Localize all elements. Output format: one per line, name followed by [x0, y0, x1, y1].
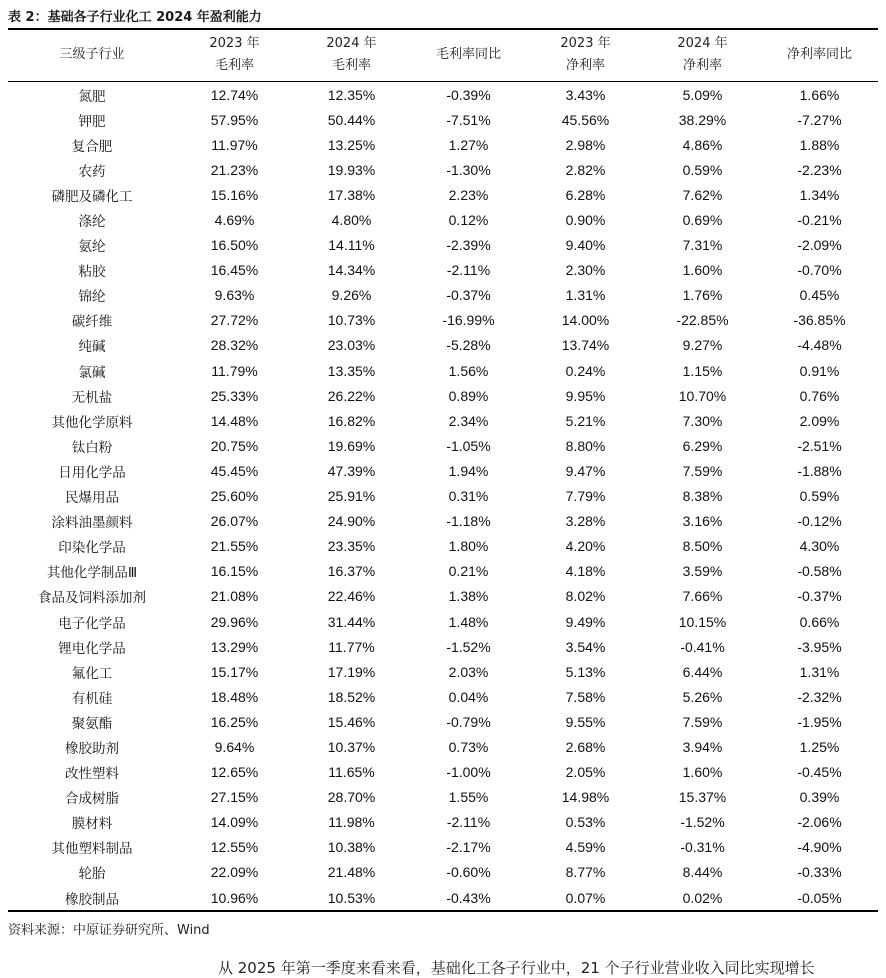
cell-gross-margin-yoy: -2.39%: [446, 237, 491, 254]
cell-2024-gross-margin: 47.39%: [327, 462, 376, 479]
cell-2024-gross-margin: 10.53%: [293, 885, 410, 911]
cell-2024-gross-margin: 24.90%: [327, 513, 376, 530]
cell-2024-gross-margin: 14.34%: [327, 262, 376, 279]
table-title: 表 2：基础各子行业化工 2024 年盈利能力: [8, 10, 262, 25]
cell-subindustry: 膜材料: [71, 816, 113, 833]
cell-2024-net-margin: 8.44%: [682, 864, 723, 881]
cell-gross-margin-yoy: -2.17%: [446, 839, 491, 856]
cell-gross-margin-yoy: -2.11%: [446, 814, 491, 831]
cell-net-margin-yoy: -0.33%: [797, 864, 842, 881]
cell-2023-net-margin: 45.56%: [561, 111, 610, 128]
cell-2023-gross-margin: 16.45%: [210, 262, 259, 279]
cell-2023-net-margin: 8.77%: [565, 864, 606, 881]
cell-2023-gross-margin: 12.65%: [210, 764, 259, 781]
cell-net-margin-yoy: -2.51%: [797, 437, 842, 454]
cell-2023-net-margin: 14.00%: [561, 312, 610, 329]
cell-2023-gross-margin: 20.75%: [210, 437, 259, 454]
cell-2023-gross-margin: 27.15%: [210, 789, 259, 806]
cell-subindustry: 聚氨酯: [71, 715, 113, 732]
table-row: [8, 408, 878, 433]
cell-2024-net-margin: 3.59%: [682, 563, 723, 580]
cell-gross-margin-yoy: 0.04%: [448, 688, 489, 705]
header-2023-gross-margin: 2023 年 毛利率: [176, 29, 293, 82]
table-row: [8, 609, 878, 634]
table-row: [8, 107, 878, 132]
cell-net-margin-yoy: 1.31%: [799, 663, 840, 680]
table-row: [8, 433, 878, 458]
table-row: [8, 835, 878, 860]
cell-2024-gross-margin: 10.38%: [327, 839, 376, 856]
cell-net-margin-yoy: 1.25%: [799, 738, 840, 755]
cell-2023-gross-margin: 25.33%: [210, 387, 259, 404]
cell-2023-net-margin: 1.31%: [565, 287, 606, 304]
cell-net-margin-yoy: -0.45%: [797, 764, 842, 781]
header-2024-net-margin: 2024 年 净利率: [644, 29, 761, 82]
cell-2023-gross-margin: 9.63%: [214, 287, 255, 304]
cell-2023-net-margin: 4.59%: [565, 839, 606, 856]
cell-gross-margin-yoy: 1.38%: [448, 588, 489, 605]
table-row: [8, 584, 878, 609]
cell-subindustry: 氨纶: [78, 239, 106, 256]
cell-2023-net-margin: 2.30%: [565, 262, 606, 279]
cell-net-margin-yoy: 0.91%: [799, 362, 840, 379]
cell-2023-gross-margin: 15.17%: [210, 663, 259, 680]
cell-2023-gross-margin: 16.25%: [210, 713, 259, 730]
table-row: [8, 509, 878, 534]
cell-2024-gross-margin: 10.73%: [327, 312, 376, 329]
header-net-margin-yoy: 净利率同比: [761, 29, 878, 82]
cell-2024-net-margin: 0.69%: [682, 212, 723, 229]
cell-2023-net-margin: 0.90%: [565, 212, 606, 229]
cell-2024-net-margin: 1.60%: [682, 764, 723, 781]
cell-2024-gross-margin: 15.46%: [327, 713, 376, 730]
cell-subindustry: 电子化学品: [58, 615, 126, 632]
cell-net-margin-yoy: -0.21%: [797, 212, 842, 229]
cell-2023-gross-margin: 25.60%: [210, 488, 259, 505]
cell-2024-net-margin: 15.37%: [678, 789, 727, 806]
table-header: [8, 29, 878, 82]
cell-subindustry: 橡胶助剂: [65, 740, 119, 757]
cell-2023-gross-margin: 45.45%: [210, 462, 259, 479]
cell-2023-net-margin: 3.28%: [565, 513, 606, 530]
cell-gross-margin-yoy: 0.89%: [448, 387, 489, 404]
cell-gross-margin-yoy: -0.39%: [446, 86, 491, 103]
cell-2023-net-margin: 2.98%: [565, 136, 606, 153]
cell-2023-net-margin: 3.43%: [565, 86, 606, 103]
cell-gross-margin-yoy: -1.00%: [446, 764, 491, 781]
cell-subindustry: 有机硅: [71, 690, 113, 707]
cell-2023-net-margin: 14.98%: [561, 789, 610, 806]
table-row: [8, 484, 878, 509]
table-row: [8, 534, 878, 559]
cell-gross-margin-yoy: -2.11%: [446, 262, 491, 279]
cell-gross-margin-yoy: -1.05%: [446, 437, 491, 454]
table-row: [8, 559, 878, 584]
cell-gross-margin-yoy: 0.21%: [448, 563, 489, 580]
table-row: [8, 634, 878, 659]
table-row: [8, 207, 878, 232]
cell-2023-net-margin: 2.82%: [565, 161, 606, 178]
body-paragraph: 从 2025 年第一季度来看来看，基础化工各子行业中，21 个子行业营业收入同比实现增长: [218, 959, 815, 977]
profitability-table-container: [8, 28, 878, 912]
table-row: [8, 734, 878, 759]
cell-2023-gross-margin: 11.79%: [211, 362, 258, 379]
cell-2023-gross-margin: 10.96%: [176, 885, 293, 911]
cell-2024-gross-margin: 25.91%: [327, 488, 376, 505]
cell-2024-net-margin: 9.27%: [682, 337, 723, 354]
header-2024-gross-margin: 2024 年 毛利率: [293, 29, 410, 82]
cell-subindustry: 氮肥: [78, 88, 106, 105]
cell-2024-net-margin: 10.15%: [678, 613, 727, 630]
cell-2023-gross-margin: 57.95%: [210, 111, 259, 128]
cell-2024-gross-margin: 31.44%: [327, 613, 376, 630]
cell-2023-net-margin: 8.80%: [565, 437, 606, 454]
table-row: [8, 810, 878, 835]
cell-net-margin-yoy: 0.45%: [799, 287, 840, 304]
cell-2023-net-margin: 5.13%: [565, 663, 606, 680]
cell-net-margin-yoy: -2.23%: [797, 161, 842, 178]
cell-net-margin-yoy: -0.05%: [761, 885, 878, 911]
cell-2023-gross-margin: 29.96%: [210, 613, 259, 630]
cell-2023-net-margin: 2.68%: [565, 738, 606, 755]
cell-gross-margin-yoy: 1.55%: [448, 789, 489, 806]
header-subindustry: 三级子行业: [8, 29, 176, 82]
cell-2023-gross-margin: 12.74%: [210, 86, 259, 103]
cell-2024-gross-margin: 10.37%: [327, 738, 376, 755]
cell-2023-gross-margin: 11.97%: [211, 136, 258, 153]
cell-2023-gross-margin: 26.07%: [210, 513, 259, 530]
table-row: [8, 157, 878, 182]
cell-2024-net-margin: 10.70%: [678, 387, 727, 404]
cell-2023-net-margin: 3.54%: [565, 638, 606, 655]
cell-2023-gross-margin: 15.16%: [210, 186, 259, 203]
cell-net-margin-yoy: 1.66%: [799, 86, 840, 103]
cell-subindustry: 氯碱: [78, 364, 106, 381]
table-row: [8, 383, 878, 408]
cell-net-margin-yoy: -2.06%: [797, 814, 842, 831]
table-row: [8, 82, 878, 108]
cell-net-margin-yoy: -4.48%: [797, 337, 842, 354]
cell-2024-net-margin: -0.31%: [680, 839, 725, 856]
cell-net-margin-yoy: -1.88%: [797, 462, 842, 479]
cell-gross-margin-yoy: 2.34%: [448, 412, 489, 429]
cell-net-margin-yoy: 2.09%: [799, 412, 840, 429]
cell-2024-net-margin: 8.38%: [682, 488, 723, 505]
cell-2024-gross-margin: 11.65%: [328, 764, 375, 781]
cell-2024-net-margin: 6.29%: [682, 437, 723, 454]
cell-2023-gross-margin: 21.08%: [210, 588, 259, 605]
cell-2023-net-margin: 7.79%: [565, 488, 606, 505]
cell-net-margin-yoy: -0.12%: [797, 513, 842, 530]
table-row: [8, 684, 878, 709]
cell-2023-net-margin: 4.20%: [565, 538, 606, 555]
cell-2024-net-margin: 0.02%: [644, 885, 761, 911]
cell-2023-net-margin: 9.49%: [565, 613, 606, 630]
cell-net-margin-yoy: 0.39%: [799, 789, 840, 806]
cell-subindustry: 钾肥: [78, 113, 106, 130]
table-row: [8, 885, 878, 911]
table-row: [8, 358, 878, 383]
cell-net-margin-yoy: -36.85%: [793, 312, 846, 329]
cell-2023-gross-margin: 16.15%: [210, 563, 259, 580]
cell-2024-net-margin: 4.86%: [682, 136, 723, 153]
cell-2023-net-margin: 8.02%: [565, 588, 606, 605]
cell-subindustry: 橡胶制品: [8, 885, 176, 911]
cell-subindustry: 钛白粉: [71, 439, 113, 456]
cell-2024-net-margin: 7.59%: [682, 713, 723, 730]
cell-gross-margin-yoy: 0.31%: [448, 488, 489, 505]
cell-gross-margin-yoy: 1.56%: [448, 362, 489, 379]
cell-subindustry: 涤纶: [78, 214, 106, 231]
cell-2023-gross-margin: 21.23%: [210, 161, 259, 178]
cell-2024-net-margin: -1.52%: [680, 814, 725, 831]
cell-gross-margin-yoy: -1.18%: [446, 513, 491, 530]
cell-net-margin-yoy: 0.59%: [799, 488, 840, 505]
cell-2024-gross-margin: 23.03%: [327, 337, 376, 354]
cell-2024-gross-margin: 26.22%: [327, 387, 376, 404]
cell-gross-margin-yoy: -0.79%: [446, 713, 491, 730]
cell-2024-gross-margin: 23.35%: [327, 538, 376, 555]
cell-net-margin-yoy: 4.30%: [799, 538, 840, 555]
cell-2024-gross-margin: 16.82%: [327, 412, 376, 429]
cell-2023-gross-margin: 21.55%: [210, 538, 259, 555]
header-row: [8, 29, 878, 82]
cell-gross-margin-yoy: 1.80%: [448, 538, 489, 555]
cell-2023-net-margin: 9.55%: [565, 713, 606, 730]
cell-2024-net-margin: 3.94%: [682, 738, 723, 755]
source-note: 资料来源：中原证券研究所、Wind: [8, 923, 210, 938]
cell-2023-net-margin: 9.95%: [565, 387, 606, 404]
table-row: [8, 709, 878, 734]
cell-2024-gross-margin: 4.80%: [331, 212, 372, 229]
cell-subindustry: 无机盐: [71, 389, 113, 406]
cell-gross-margin-yoy: -0.37%: [446, 287, 491, 304]
cell-2023-net-margin: 13.74%: [561, 337, 610, 354]
cell-gross-margin-yoy: -1.52%: [446, 638, 491, 655]
cell-subindustry: 其他化学原料: [51, 414, 133, 431]
cell-2024-net-margin: 7.66%: [682, 588, 723, 605]
cell-subindustry: 印染化学品: [58, 540, 126, 557]
cell-2023-gross-margin: 16.50%: [210, 237, 259, 254]
table-body: [8, 82, 878, 912]
header-2023-net-margin: 2023 年 净利率: [527, 29, 644, 82]
cell-gross-margin-yoy: 0.73%: [448, 738, 489, 755]
cell-2024-net-margin: 8.50%: [682, 538, 723, 555]
table-row: [8, 333, 878, 358]
cell-2023-net-margin: 0.07%: [527, 885, 644, 911]
cell-2024-gross-margin: 22.46%: [327, 588, 376, 605]
cell-subindustry: 粘胶: [78, 264, 106, 281]
cell-net-margin-yoy: 1.34%: [799, 186, 840, 203]
cell-2024-net-margin: 7.62%: [682, 186, 723, 203]
cell-2023-gross-margin: 18.48%: [210, 688, 259, 705]
cell-2024-gross-margin: 19.93%: [327, 161, 376, 178]
cell-2024-gross-margin: 50.44%: [327, 111, 376, 128]
cell-2024-gross-margin: 11.77%: [328, 638, 375, 655]
cell-2024-net-margin: 0.59%: [682, 161, 723, 178]
cell-subindustry: 碳纤维: [71, 314, 113, 331]
cell-2023-gross-margin: 13.29%: [210, 638, 259, 655]
cell-2023-net-margin: 6.28%: [565, 186, 606, 203]
cell-net-margin-yoy: -7.27%: [797, 111, 842, 128]
cell-net-margin-yoy: -1.95%: [797, 713, 842, 730]
cell-subindustry: 磷肥及磷化工: [51, 188, 133, 205]
cell-net-margin-yoy: 0.66%: [799, 613, 840, 630]
table-row: [8, 233, 878, 258]
cell-2023-gross-margin: 27.72%: [210, 312, 259, 329]
cell-2023-gross-margin: 22.09%: [210, 864, 259, 881]
profitability-table: [8, 28, 878, 912]
table-row: [8, 785, 878, 810]
cell-net-margin-yoy: 1.88%: [799, 136, 840, 153]
cell-2024-gross-margin: 14.11%: [328, 237, 375, 254]
cell-gross-margin-yoy: 1.94%: [448, 462, 489, 479]
cell-net-margin-yoy: 0.76%: [799, 387, 840, 404]
cell-gross-margin-yoy: 2.03%: [448, 663, 489, 680]
cell-2024-net-margin: 7.31%: [682, 237, 723, 254]
cell-2023-gross-margin: 4.69%: [214, 212, 255, 229]
cell-2024-gross-margin: 17.38%: [327, 186, 376, 203]
cell-net-margin-yoy: -4.90%: [797, 839, 842, 856]
cell-subindustry: 轮胎: [78, 866, 106, 883]
cell-net-margin-yoy: -0.70%: [797, 262, 842, 279]
cell-gross-margin-yoy: -7.51%: [446, 111, 491, 128]
cell-2024-gross-margin: 28.70%: [327, 789, 376, 806]
cell-2024-net-margin: 7.59%: [682, 462, 723, 479]
cell-2024-net-margin: 5.09%: [682, 86, 723, 103]
cell-net-margin-yoy: -2.09%: [797, 237, 842, 254]
cell-2023-net-margin: 2.05%: [565, 764, 606, 781]
cell-2023-net-margin: 0.53%: [565, 814, 606, 831]
cell-2024-net-margin: 38.29%: [678, 111, 727, 128]
cell-2023-gross-margin: 9.64%: [214, 738, 255, 755]
table-row: [8, 132, 878, 157]
cell-net-margin-yoy: -0.37%: [797, 588, 842, 605]
table-row: [8, 458, 878, 483]
cell-subindustry: 其他化学制品Ⅲ: [46, 565, 138, 582]
table-row: [8, 760, 878, 785]
cell-gross-margin-yoy: 1.27%: [448, 136, 489, 153]
table-row: [8, 258, 878, 283]
cell-2024-net-margin: 5.26%: [682, 688, 723, 705]
cell-2023-gross-margin: 28.32%: [210, 337, 259, 354]
cell-2024-gross-margin: 21.48%: [327, 864, 376, 881]
cell-2024-gross-margin: 13.25%: [327, 136, 376, 153]
cell-2024-net-margin: 1.15%: [682, 362, 723, 379]
cell-subindustry: 农药: [78, 163, 106, 180]
cell-gross-margin-yoy: -1.30%: [446, 161, 491, 178]
cell-gross-margin-yoy: 1.48%: [448, 613, 489, 630]
cell-subindustry: 日用化学品: [58, 464, 126, 481]
cell-2023-net-margin: 0.24%: [565, 362, 606, 379]
table-row: [8, 182, 878, 207]
cell-2023-net-margin: 9.40%: [565, 237, 606, 254]
cell-2023-net-margin: 7.58%: [565, 688, 606, 705]
cell-2024-gross-margin: 16.37%: [327, 563, 376, 580]
cell-subindustry: 改性塑料: [65, 766, 119, 783]
cell-gross-margin-yoy: 0.12%: [448, 212, 489, 229]
cell-2024-net-margin: 1.76%: [682, 287, 723, 304]
cell-gross-margin-yoy: -5.28%: [446, 337, 491, 354]
cell-2023-net-margin: 4.18%: [565, 563, 606, 580]
cell-subindustry: 氟化工: [71, 665, 113, 682]
cell-2024-gross-margin: 18.52%: [327, 688, 376, 705]
cell-2024-gross-margin: 11.98%: [328, 814, 375, 831]
cell-gross-margin-yoy: -16.99%: [442, 312, 495, 329]
header-gross-margin-yoy: 毛利率同比: [410, 29, 527, 82]
cell-2023-gross-margin: 12.55%: [210, 839, 259, 856]
cell-2024-gross-margin: 19.69%: [327, 437, 376, 454]
cell-2024-net-margin: 3.16%: [682, 513, 723, 530]
cell-gross-margin-yoy: -0.43%: [410, 885, 527, 911]
cell-2023-net-margin: 5.21%: [565, 412, 606, 429]
cell-2024-net-margin: -22.85%: [676, 312, 729, 329]
cell-gross-margin-yoy: -0.60%: [446, 864, 491, 881]
cell-gross-margin-yoy: 2.23%: [448, 186, 489, 203]
cell-2024-net-margin: 6.44%: [682, 663, 723, 680]
cell-2024-net-margin: 7.30%: [682, 412, 723, 429]
cell-2024-gross-margin: 9.26%: [331, 287, 372, 304]
cell-2024-gross-margin: 17.19%: [327, 663, 376, 680]
cell-net-margin-yoy: -2.32%: [797, 688, 842, 705]
cell-subindustry: 其他塑料制品: [51, 841, 133, 858]
cell-subindustry: 食品及饲料添加剂: [38, 590, 146, 607]
cell-2023-net-margin: 9.47%: [565, 462, 606, 479]
cell-2023-gross-margin: 14.48%: [210, 412, 259, 429]
table-row: [8, 860, 878, 885]
cell-2024-gross-margin: 12.35%: [327, 86, 376, 103]
cell-2024-gross-margin: 13.35%: [327, 362, 376, 379]
cell-2024-net-margin: 1.60%: [682, 262, 723, 279]
cell-subindustry: 锦纶: [78, 289, 106, 306]
cell-subindustry: 涂料油墨颜料: [51, 515, 133, 532]
table-row: [8, 659, 878, 684]
cell-net-margin-yoy: -3.95%: [797, 638, 842, 655]
cell-subindustry: 复合肥: [71, 138, 113, 155]
cell-net-margin-yoy: -0.58%: [797, 563, 842, 580]
table-row: [8, 308, 878, 333]
cell-2023-gross-margin: 14.09%: [210, 814, 259, 831]
cell-subindustry: 合成树脂: [65, 791, 119, 808]
cell-subindustry: 锂电化学品: [58, 640, 126, 657]
cell-subindustry: 民爆用品: [65, 490, 119, 507]
cell-2024-net-margin: -0.41%: [680, 638, 725, 655]
cell-subindustry: 纯碱: [78, 339, 106, 356]
table-row: [8, 283, 878, 308]
